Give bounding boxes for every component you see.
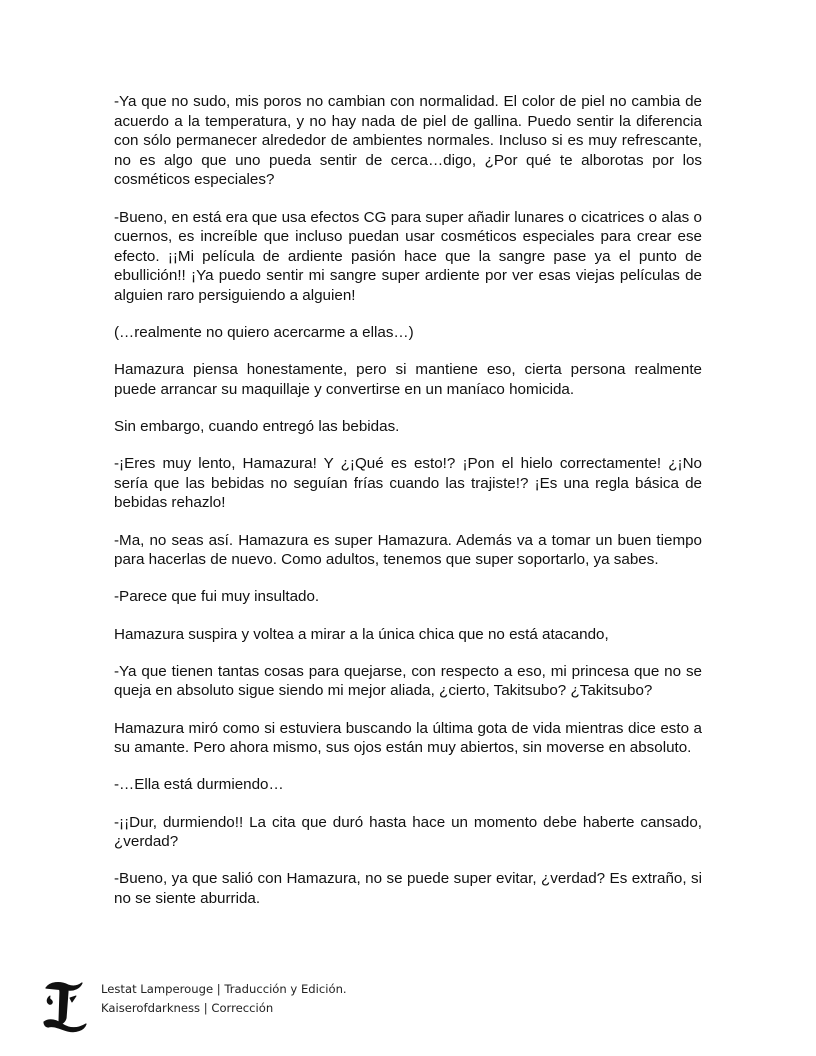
paragraph: Hamazura miró como si estuviera buscando la última gota de vida mientras dice esto a su amante. Pero ahora mismo, sus ojos están muy abiertos, sin moverse en absoluto.	[114, 719, 702, 757]
paragraph: -Bueno, en está era que usa efectos CG para super añadir lunares o cicatrices o alas o cuernos, es increíble que incluso puedan usar cosméticos especiales para crear ese efecto. ¡¡Mi película de ardiente pasión hace que la sangre pase ya el punto de ebullición!! ¡Ya puedo sentir mi sangre super ardiente por ver esas viejas películas de alguien raro persiguiendo a alguien!	[114, 208, 702, 304]
gothic-letter-l-icon	[40, 978, 90, 1034]
paragraph: -…Ella está durmiendo…	[114, 776, 284, 794]
paragraph: -¡¡Dur, durmiendo!! La cita que duró hasta hace un momento debe haberte cansado, ¿verdad?	[114, 813, 702, 851]
credit-correction: Kaiserofdarkness | Corrección	[101, 1001, 274, 1015]
paragraph: Hamazura piensa honestamente, pero si mantiene eso, cierta persona realmente puede arrancar su maquillaje y convertirse en un maníaco homicida.	[114, 361, 702, 398]
paragraph: (…realmente no quiero acercarme a ellas…)	[114, 324, 414, 342]
credit-translation: Lestat Lamperouge | Traducción y Edición.	[101, 982, 347, 996]
paragraph: -Parece que fui muy insultado.	[114, 588, 320, 606]
document-body	[114, 92, 702, 926]
paragraph: Sin embargo, cuando entregó las bebidas.	[114, 418, 400, 436]
credits	[101, 980, 347, 1018]
paragraph: -Bueno, ya que salió con Hamazura, no se puede super evitar, ¿verdad? Es extraño, si no se siente aburrida.	[114, 870, 702, 907]
paragraph: Hamazura suspira y voltea a mirar a la única chica que no está atacando,	[114, 625, 609, 643]
paragraph: -¡Eres muy lento, Hamazura! Y ¿¡Qué es esto!? ¡Pon el hielo correctamente! ¿¡No sería que las bebidas no seguían frías cuando las trajiste!? ¡Es una regla básica de bebidas rehazlo!	[114, 455, 702, 512]
paragraph: -Ma, no seas así. Hamazura es super Hamazura. Además va a tomar un buen tiempo para hacerlas de nuevo. Como adultos, tenemos que super soportarlo, ya sabes.	[114, 531, 702, 569]
paragraph: -Ya que tienen tantas cosas para quejarse, con respecto a eso, mi princesa que no se queja en absoluto sigue siendo mi mejor aliada, ¿cierto, Takitsubo? ¿Takitsubo?	[114, 662, 702, 700]
paragraph: -Ya que no sudo, mis poros no cambian con normalidad. El color de piel no cambia de acuerdo a la temperatura, y no hay nada de piel de gallina. Puedo sentir la diferencia con sólo permanecer alrededor de ambientes normales. Incluso si es muy refrescante, no es algo que uno pueda sentir de cerca…digo, ¿Por qué te alborotas por los cosméticos especiales?	[114, 93, 702, 189]
page-footer	[40, 978, 440, 1038]
